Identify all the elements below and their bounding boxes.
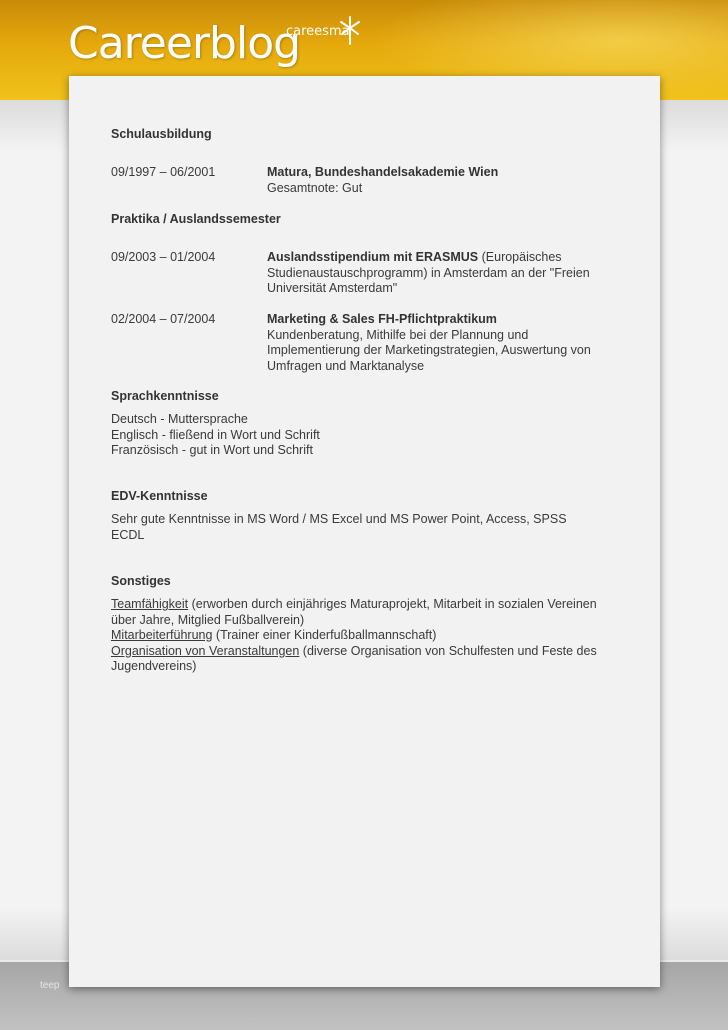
languages-list: [111, 412, 621, 459]
brand-sub-logo: careesma: [286, 24, 350, 39]
skill-term: Teamfähigkeit: [111, 597, 189, 611]
entry-text: Gesamtnote: Gut: [267, 180, 363, 195]
entry-text: Studienaustauschprogramm) in Amsterdam an der "Freien Universität Amsterdam": [267, 265, 590, 295]
skill-desc: (Trainer einer Kinderfußballmannschaft): [212, 628, 437, 642]
brand-logo[interactable]: Careerblog: [68, 18, 301, 69]
it-skill-item: Sehr gute Kenntnisse in MS Word / MS Excel und MS Power Point, Access, SPSS: [111, 512, 567, 526]
section-title-school: Schulausbildung: [111, 127, 212, 141]
entry-title: Auslandsstipendium mit ERASMUS: [267, 250, 479, 264]
entry-school: [267, 165, 607, 196]
language-item: Englisch - fließend in Wort und Schrift: [111, 427, 320, 442]
section-title-it: EDV-Kenntnisse: [111, 489, 208, 503]
skill-desc: (erworben durch einjähriges Maturaprojekt, Mitarbeit in sozialen Vereinen über Jahre, Mitglied Fußballverein): [111, 597, 597, 627]
resume-page: [69, 76, 660, 987]
section-title-internships: Praktika / Auslandssemester: [111, 212, 281, 226]
skill-term: Mitarbeiterführung: [111, 628, 213, 642]
entry-title: Matura, Bundeshandelsakademie Wien: [267, 165, 499, 179]
entry-date: 09/2003 – 01/2004: [111, 250, 216, 264]
entry-date: 09/1997 – 06/2001: [111, 165, 216, 179]
entry-text-inline: (Europäisches: [478, 250, 562, 264]
entry-title: Marketing & Sales FH-Pflichtpraktikum: [267, 312, 497, 326]
it-skills-list: [111, 512, 621, 543]
other-skill-item: [111, 644, 616, 675]
other-skill-item: [111, 628, 616, 644]
language-item: Deutsch - Muttersprache: [111, 412, 248, 426]
entry-date: 02/2004 – 07/2004: [111, 312, 216, 326]
skill-term: Organisation von Veranstaltungen: [111, 643, 300, 658]
entry-marketing: [267, 312, 607, 374]
skill-desc: (diverse Organisation von Schulfesten und Feste des Jugendvereins): [111, 643, 597, 673]
footer-text: teep: [40, 980, 60, 991]
it-skill-item: ECDL: [111, 527, 145, 542]
section-title-other: Sonstiges: [111, 574, 171, 588]
section-title-languages: Sprachkenntnisse: [111, 389, 219, 403]
language-item: Französisch - gut in Wort und Schrift: [111, 443, 313, 457]
entry-erasmus: [267, 250, 607, 297]
flower-icon: [338, 14, 362, 48]
other-skills-list: [111, 597, 616, 675]
other-skill-item: [111, 597, 616, 628]
entry-text: Kundenberatung, Mithilfe bei der Plannung und Implementierung der Marketingstrategien, Auswertung von Umfragen und Marktanalyse: [267, 327, 591, 373]
